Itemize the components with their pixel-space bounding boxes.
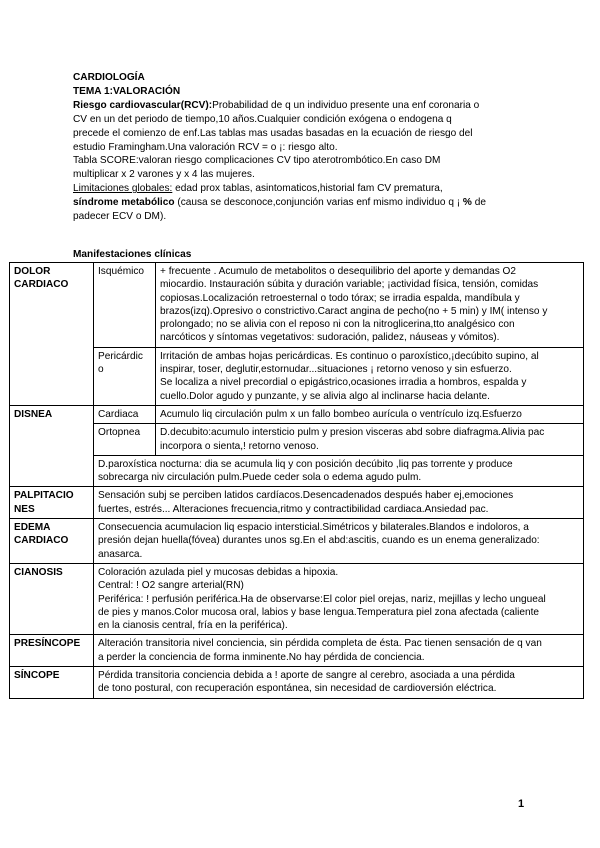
sub-label-isquemico: Isquémico <box>94 263 156 348</box>
sub-label-cardiaca: Cardiaca <box>94 405 156 423</box>
manifestaciones-title: Manifestaciones clínicas <box>73 249 192 260</box>
table-row-palpitaciones <box>10 487 584 519</box>
sub-label-ortopnea: Ortopnea <box>94 424 156 456</box>
riesgo-text: Probabilidad de q un individuo presente una enf coronaria o <box>212 99 480 111</box>
score-paragraph-line: multiplicar x 2 varones y x 4 las mujeres. <box>73 169 255 181</box>
section-title: CARDIOLOGÍA <box>73 72 145 83</box>
cell-cianosis: Coloración azulada piel y mucosas debidas a hipoxia. Central: ! O2 sangre arterial(RN) Periférica: ! perfusión periférica.Ha de observarse:El color piel orejas, nariz, mejillas y lecho ungueal de pies y manos.Color mucosa oral, labios y base lengua.Temperatura piel zona afectada (caliente en la cianosis central, fría en la periférica). <box>94 563 584 634</box>
riesgo-paragraph-line: CV en un det periodo de tiempo,10 años.Cualquier condición exógena o endogena q <box>73 113 452 125</box>
intro-section <box>73 71 533 224</box>
score-paragraph-line: Tabla SCORE:valoran riesgo complicaciones CV tipo aterotrombótico.En caso DM <box>73 155 441 167</box>
sindrome-line <box>73 196 533 210</box>
row-name-disnea: DISNEA <box>10 405 94 486</box>
row-name-palpitaciones: PALPITACIO NES <box>10 487 94 519</box>
sub-label-pericardico: Pericárdic o <box>94 347 156 405</box>
sindrome-line: padecer ECV o DM). <box>73 211 167 223</box>
table-row-disnea-cardiaca <box>10 405 584 423</box>
table-row-presincope <box>10 635 584 667</box>
row-name-cianosis: CIANOSIS <box>10 563 94 634</box>
limitaciones-label: Limitaciones globales: <box>73 183 173 195</box>
riesgo-paragraph-line: precede el comienzo de enf.Las tablas mas usadas basadas en la ecuación de riesgo del <box>73 127 473 139</box>
riesgo-label: Riesgo cardiovascular(RCV): <box>73 99 213 111</box>
cell-palpitaciones: Sensación subj se perciben latidos cardíacos.Desencadenados después haber ej,emociones fuertes, estrés... Alteraciones frecuencia,ritmo y contractibilidad cardiaca.Ansiedad pac. <box>94 487 584 519</box>
table-row-cianosis <box>10 563 584 634</box>
table-row-disnea-ortopnea <box>10 424 584 456</box>
table-row-sincope <box>10 667 584 699</box>
cell-ortopnea: D.decubito:acumulo intersticio pulm y presion visceras abd sobre diafragma.Alivia pac incorpora o sienta,! retorno venoso. <box>156 424 584 456</box>
cell-paroxistica: D.paroxística nocturna: dia se acumula liq y con posición decúbito ,liq pas torrente y produce sobrecarga niv circulación pulm.Puede ceder sola o edema agudo pulm. <box>94 455 584 487</box>
row-name-edema: EDEMA CARDIACO <box>10 519 94 564</box>
topic-title: TEMA 1:VALORACIÓN <box>73 85 181 97</box>
cell-cardiaca: Acumulo liq circulación pulm x un fallo bombeo aurícula o ventrículo izq.Esfuerzo <box>156 405 584 423</box>
table-row-dolor-pericardico <box>10 347 584 405</box>
limitaciones-text: edad prox tablas, asintomaticos,historial fam CV prematura, <box>172 183 443 195</box>
riesgo-paragraph-line: estudio Framingham.Una valoración RCV = o ¡: riesgo alto. <box>73 141 338 153</box>
sindrome-de: de <box>471 197 486 209</box>
cell-sincope: Pérdida transitoria conciencia debida a ! aporte de sangre al cerebro, asociada a una pérdida de tono postural, con recuperación espontánea, sin necesidad de cardioversión eléctrica. <box>94 667 584 699</box>
table-row-edema <box>10 519 584 564</box>
row-name-dolor: DOLOR CARDIACO <box>10 263 94 406</box>
page-number: 1 <box>518 798 525 810</box>
sindrome-text: (causa se desconoce,conjunción varias enf mismo individuo q ¡ <box>174 197 463 209</box>
table-row-disnea-paroxistica <box>10 455 584 487</box>
sindrome-label: síndrome metabólico <box>73 197 175 209</box>
cell-isquemico: + frecuente . Acumulo de metabolitos o desequilibrio del aporte y demandas O2 miocardio. Instauración súbita y duración variable; ¡actividad física, tensión, comidas copiosas.Localización retroesternal o todo tórax; se irradia espalda, mandíbula y brazos(izq).Opresivo o constrictivo.Caract angina de pecho(no + 5 min) y IM( intenso y prolongado; no se alivia con el reposo ni con la nitroglicerina,tto analgésico con narcóticos y síntomas vegetativos: sudoración, palidez, náuseas y vómitos). <box>156 263 584 348</box>
sindrome-percent: % <box>462 197 472 209</box>
cell-pericardico: Irritación de ambas hojas pericárdicas. Es continuo o paroxístico,¡decúbito supino, al inspirar, toser, deglutir,estornudar...situaciones ¡ retorno venoso y sin esfuerzo. Se localiza a nivel precordial o epigástrico,ocasiones irradia a hombros, espalda y cuello.Dolor agudo y punzante, y se alivia algo al inclinarse hacia delante. <box>156 347 584 405</box>
cell-edema: Consecuencia acumulacion liq espacio intersticial.Simétricos y bilaterales.Blandos e indoloros, a presión dejan huella(fóvea) durantes unos sg.En el abd:ascitis, cuando es un enema generalizado: anasarca. <box>94 519 584 564</box>
cell-presincope: Alteración transitoria nivel conciencia, sin pérdida completa de ésta. Pac tienen sensación de q van a perder la conciencia de forma inminente.No hay pérdida de conciencia. <box>94 635 584 667</box>
limitaciones-line <box>73 182 533 196</box>
table-row-dolor-isquemico <box>10 263 584 348</box>
manifestaciones-table <box>9 262 584 699</box>
riesgo-paragraph-line <box>73 99 533 113</box>
row-name-sincope: SÍNCOPE <box>10 667 94 699</box>
row-name-presincope: PRESÍNCOPE <box>10 635 94 667</box>
